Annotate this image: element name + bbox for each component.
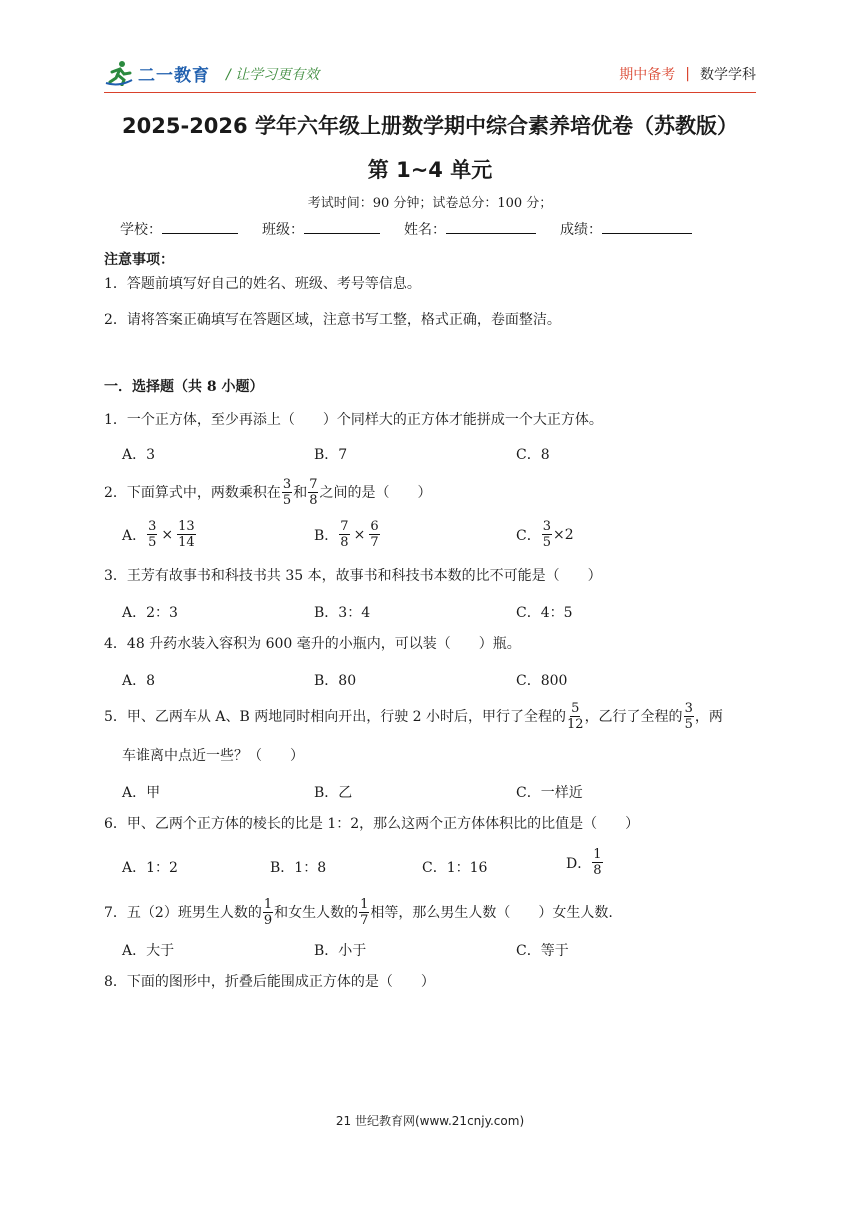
- q5-option-b[interactable]: B．乙: [314, 785, 353, 801]
- q2-text-pre: 2．下面算式中，两数乘积在: [104, 484, 281, 501]
- q1-option-a[interactable]: A．3: [122, 447, 156, 463]
- q2-option-b[interactable]: B． $\frac{7}{8}$ × $\frac{6}{7}$: [314, 519, 379, 550]
- q7-option-a[interactable]: A．大于: [122, 943, 175, 959]
- q5-option-a[interactable]: A．甲: [122, 785, 161, 801]
- q6-option-d[interactable]: D． $\frac{1}{8}$: [566, 847, 602, 878]
- student-info-fields: [120, 219, 692, 239]
- runner-logo-icon: [104, 60, 134, 86]
- question-8: 8．下面的图形中，折叠后能围成正方体的是（ ）: [104, 974, 435, 990]
- exam-tag: 期中备考: [619, 67, 676, 83]
- question-3: 3．王芳有故事书和科技书共 35 本，故事书和科技书本数的比不可能是（ ）: [104, 568, 602, 584]
- header-divider: [104, 92, 756, 93]
- q6-option-a[interactable]: A．1：2: [122, 860, 178, 876]
- logo-text: 二一教育: [138, 65, 210, 86]
- fraction: $\frac{5}{12}$: [567, 701, 584, 732]
- q1-option-b[interactable]: B．7: [314, 447, 348, 463]
- exam-meta: 考试时间：90 分钟；试卷总分：100 分；: [307, 196, 553, 211]
- q2-text-post: 之间的是（ ）: [319, 484, 432, 501]
- fraction: $\frac{1}{7}$: [360, 897, 369, 928]
- school-field[interactable]: [162, 219, 238, 234]
- q4-option-a[interactable]: A．8: [122, 673, 156, 689]
- fraction: $\frac{1}{9}$: [263, 897, 273, 928]
- page-subtitle: 第 1~4 单元: [367, 158, 493, 182]
- question-4: 4．48 升药水装入容积为 600 毫升的小瓶内，可以装（ ）瓶。: [104, 636, 521, 652]
- q7-option-b[interactable]: B．小于: [314, 943, 367, 959]
- q5-option-c[interactable]: C．一样近: [516, 785, 583, 801]
- class-field[interactable]: [304, 219, 380, 234]
- brand-logo: [104, 60, 210, 86]
- question-2: [104, 478, 431, 507]
- header-right: [619, 64, 756, 84]
- class-label: 班级：: [262, 222, 304, 238]
- name-field[interactable]: [446, 219, 536, 234]
- question-1: 1．一个正方体，至少再添上（ ）个同样大的正方体才能拼成一个大正方体。: [104, 412, 603, 428]
- q2-option-a[interactable]: A． $\frac{3}{5}$ × $\frac{13}{14}$: [122, 519, 195, 550]
- question-6: 6．甲、乙两个正方体的棱长的比是 1：2，那么这两个正方体体积比的比值是（ ）: [104, 816, 640, 832]
- fraction: $\frac{7}{8}$: [309, 477, 318, 508]
- q3-option-a[interactable]: A．2：3: [122, 605, 178, 621]
- score-field[interactable]: [602, 219, 692, 234]
- note-item: 2．请将答案正确填写在答题区域，注意书写工整，格式正确，卷面整洁。: [104, 312, 561, 328]
- question-5-line2: 车谁离中点近一些？（ ）: [122, 748, 304, 764]
- note-item: 1．答题前填写好自己的姓名、班级、考号等信息。: [104, 276, 421, 292]
- q2-text-mid: 和: [293, 484, 308, 501]
- q6-option-b[interactable]: B．1：8: [270, 860, 327, 876]
- q3-option-b[interactable]: B．3：4: [314, 605, 371, 621]
- slogan: / 让学习更有效: [226, 67, 320, 83]
- q6-option-c[interactable]: C．1：16: [422, 860, 488, 876]
- fraction: $\frac{3}{5}$: [282, 477, 292, 508]
- page-footer: 21 世纪教育网(www.21cnjy.com): [335, 1114, 525, 1128]
- q3-option-c[interactable]: C．4：5: [516, 605, 573, 621]
- q4-option-b[interactable]: B．80: [314, 673, 357, 689]
- fraction: $\frac{3}{5}$: [684, 701, 693, 732]
- question-7: 7．五（2）班男生人数的 $\frac{1}{9}$ 和女生人数的 $\frac{1}{7}$ 相等，那么男生人数（ ）女生人数.: [104, 897, 613, 928]
- q7-option-c[interactable]: C．等于: [516, 943, 569, 959]
- q4-option-c[interactable]: C．800: [516, 673, 568, 689]
- section-heading: 一．选择题（共 8 小题）: [104, 379, 264, 395]
- header-separator: |: [685, 66, 690, 82]
- school-label: 学校：: [120, 222, 162, 238]
- q1-option-c[interactable]: C．8: [516, 447, 550, 463]
- q2-option-c[interactable]: C． $\frac{3}{5}$ ×2: [516, 519, 574, 550]
- name-label: 姓名：: [404, 222, 446, 238]
- page-title: 2025-2026 学年六年级上册数学期中综合素养培优卷（苏教版）: [122, 114, 738, 138]
- notes-heading: 注意事项：: [104, 252, 174, 268]
- question-5: 5．甲、乙两车从 A、B 两地同时相向开出，行驶 2 小时后，甲行了全程的 $\frac{5}{12}$ ，乙行了全程的 $\frac{3}{5}$ ，两: [104, 701, 723, 732]
- subject-tag: 数学学科: [700, 67, 756, 83]
- score-label: 成绩：: [560, 222, 602, 238]
